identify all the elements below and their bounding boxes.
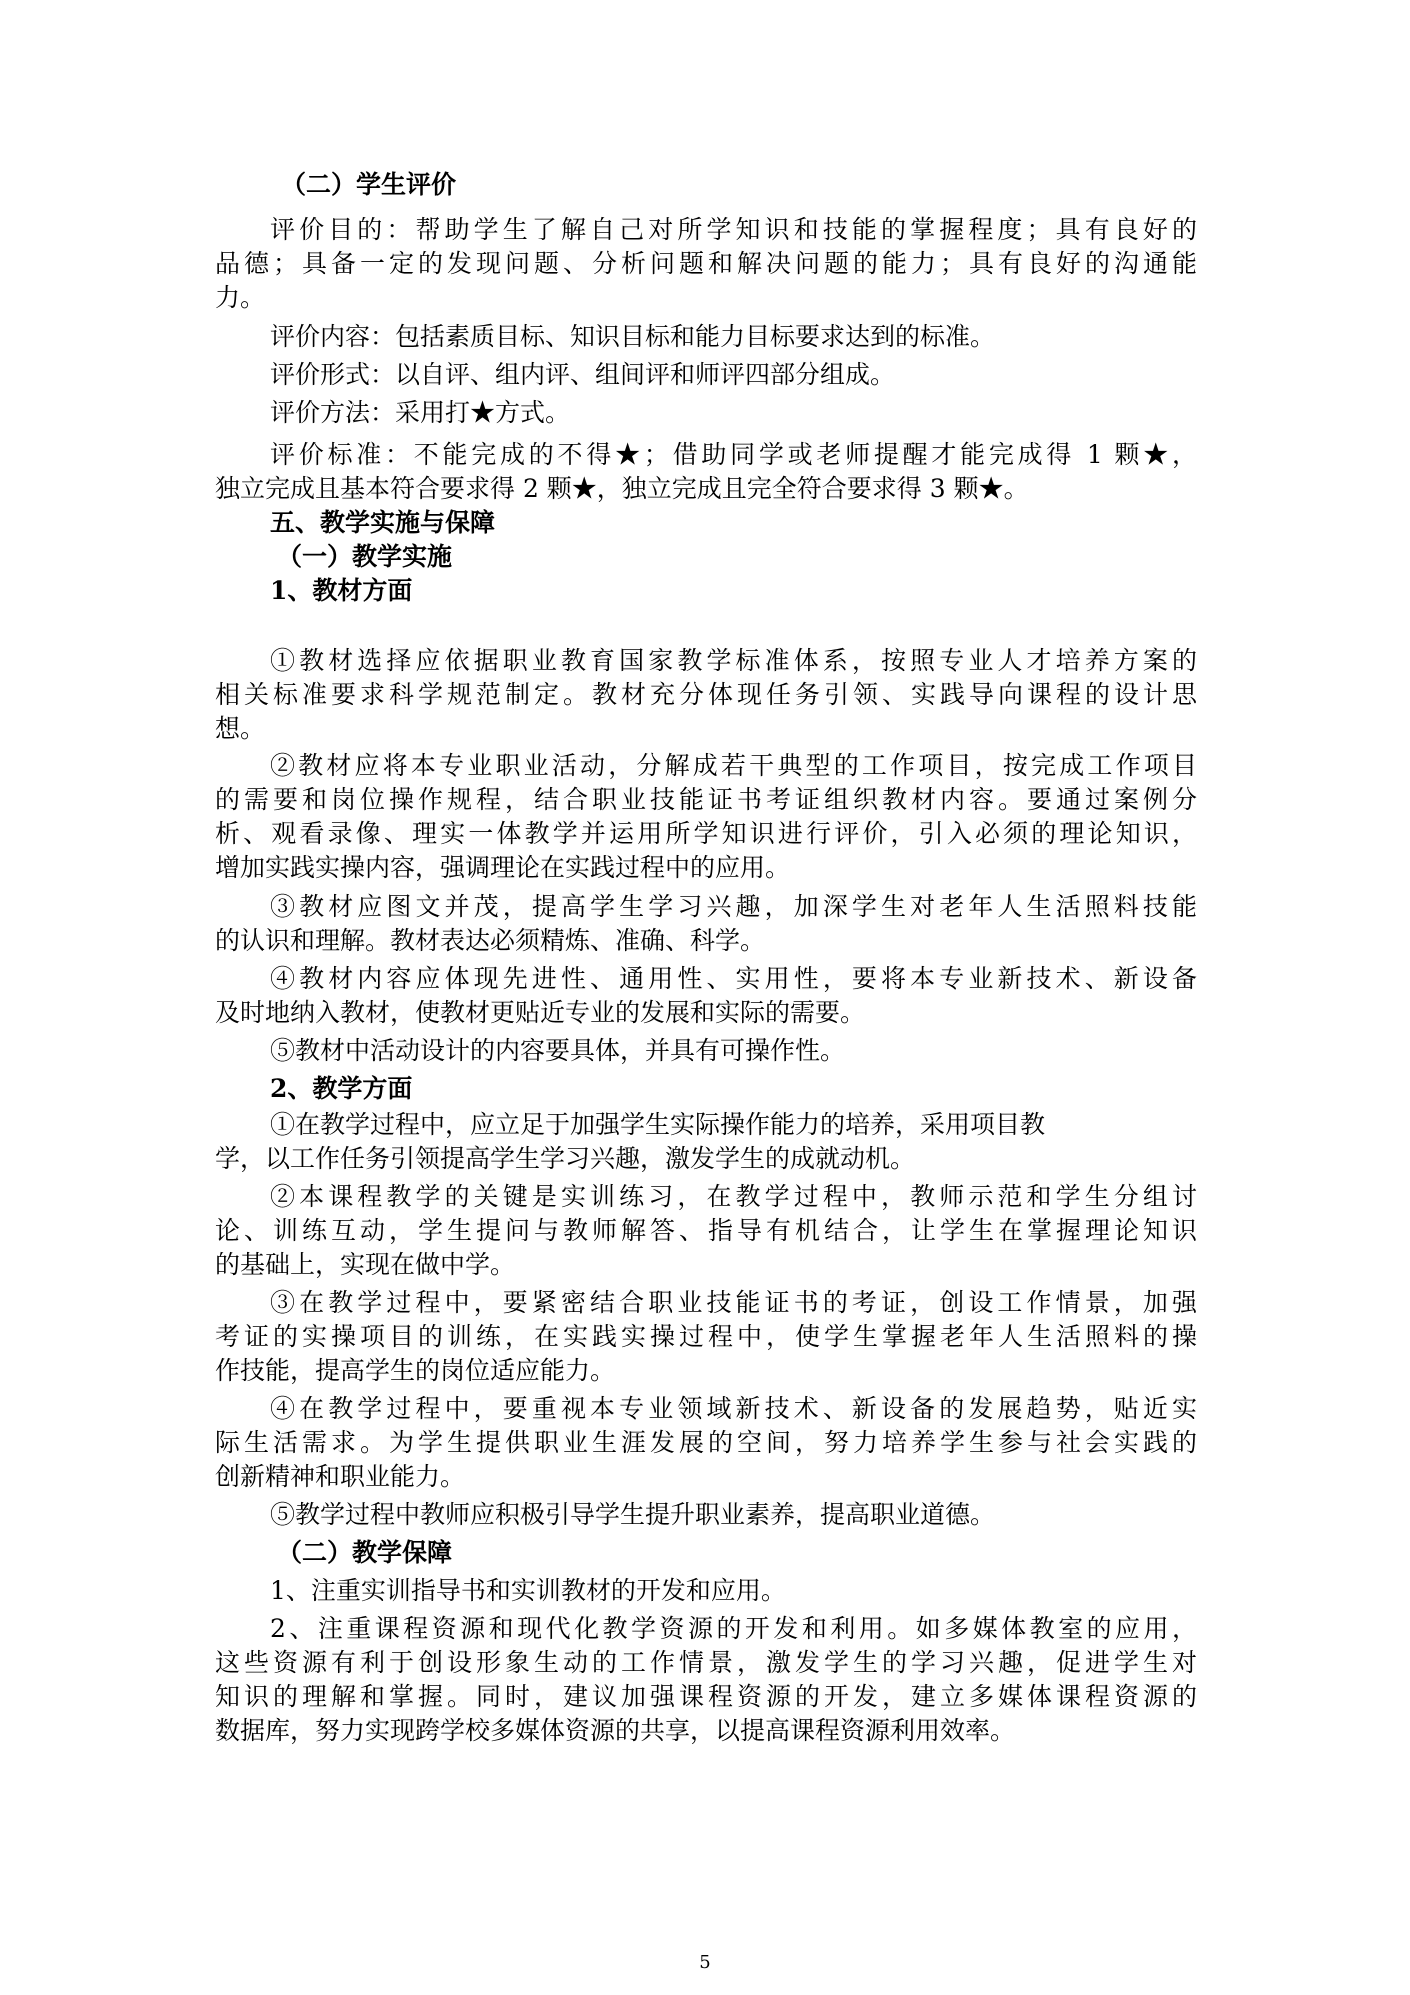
eval-purpose-line3: 力。 — [215, 283, 266, 312]
eval-standard-line1: 评价标准：不能完成的不得★；借助同学或老师提醒才能完成得 1 颗★， — [270, 440, 1197, 469]
section-heading-text: 五、教学实施与保障 — [270, 508, 496, 537]
eval-purpose-line2: 品德；具备一定的发现问题、分析问题和解决问题的能力；具有良好的沟通能 — [215, 249, 1197, 278]
teaching-p1-line1: ①在教学过程中，应立足于加强学生实际操作能力的培养，采用项目教 — [270, 1110, 1046, 1139]
materials-p3-line1: ③教材应图文并茂，提高学生学习兴趣，加深学生对老年人生活照料技能 — [270, 892, 1197, 921]
teaching-p2-line1: ②本课程教学的关键是实训练习，在教学过程中，教师示范和学生分组讨 — [270, 1182, 1197, 1211]
teaching-p5: ⑤教学过程中教师应积极引导学生提升职业素养，提高职业道德。 — [270, 1500, 996, 1529]
materials-p3-line2: 的认识和理解。教材表达必须精炼、准确、科学。 — [215, 926, 766, 955]
materials-heading: 1、教材方面 — [270, 576, 413, 605]
guarantee-p2-line3: 知识的理解和掌握。同时，建议加强课程资源的开发，建立多媒体课程资源的 — [215, 1682, 1197, 1711]
materials-p1-line1: ①教材选择应依据职业教育国家教学标准体系，按照专业人才培养方案的 — [270, 646, 1197, 675]
subsection-teaching-guarantee: （二）教学保障 — [277, 1538, 453, 1567]
materials-p2-line2: 的需要和岗位操作规程，结合职业技能证书考证组织教材内容。要通过案例分 — [215, 785, 1197, 814]
guarantee-p1: 1、注重实训指导书和实训教材的开发和应用。 — [270, 1576, 786, 1605]
materials-p2-line3: 析、观看录像、理实一体教学并运用所学知识进行评价，引入必须的理论知识， — [215, 819, 1197, 848]
guarantee-p2-line2: 这些资源有利于创设形象生动的工作情景，激发学生的学习兴趣，促进学生对 — [215, 1648, 1197, 1677]
teaching-p3-line3: 作技能，提高学生的岗位适应能力。 — [215, 1356, 616, 1385]
materials-p2-line4: 增加实践实操内容，强调理论在实践过程中的应用。 — [215, 853, 791, 882]
guarantee-p2-line4: 数据库，努力实现跨学校多媒体资源的共享，以提高课程资源利用效率。 — [215, 1716, 1016, 1745]
subsection-teaching-implementation: （一）教学实施 — [277, 542, 453, 571]
teaching-p4-line2: 际生活需求。为学生提供职业生涯发展的空间，努力培养学生参与社会实践的 — [215, 1428, 1197, 1457]
materials-p1-line2: 相关标准要求科学规范制定。教材充分体现任务引领、实践导向课程的设计思 — [215, 680, 1197, 709]
teaching-heading: 2、教学方面 — [270, 1074, 413, 1103]
materials-p2-line1: ②教材应将本专业职业活动，分解成若干典型的工作项目，按完成工作项目 — [270, 751, 1197, 780]
page-number: 5 — [699, 1952, 711, 1973]
teaching-p4-line1: ④在教学过程中，要重视本专业领域新技术、新设备的发展趋势，贴近实 — [270, 1394, 1197, 1423]
eval-method: 评价方法：采用打★方式。 — [270, 398, 571, 427]
teaching-p2-line3: 的基础上，实现在做中学。 — [215, 1250, 516, 1279]
teaching-p3-line1: ③在教学过程中，要紧密结合职业技能证书的考证，创设工作情景，加强 — [270, 1288, 1197, 1317]
materials-p4-line1: ④教材内容应体现先进性、通用性、实用性，要将本专业新技术、新设备 — [270, 964, 1197, 993]
materials-p4-line2: 及时地纳入教材，使教材更贴近专业的发展和实际的需要。 — [215, 998, 866, 1027]
teaching-p2-line2: 论、训练互动，学生提问与教师解答、指导有机结合，让学生在掌握理论知识 — [215, 1216, 1197, 1245]
teaching-p4-line3: 创新精神和职业能力。 — [215, 1462, 466, 1491]
materials-p1-line3: 想。 — [215, 714, 266, 743]
eval-content: 评价内容：包括素质目标、知识目标和能力目标要求达到的标准。 — [270, 322, 996, 351]
eval-purpose-line1: 评价目的：帮助学生了解自己对所学知识和技能的掌握程度；具有良好的 — [270, 215, 1197, 244]
teaching-p3-line2: 考证的实操项目的训练，在实践实操过程中，使学生掌握老年人生活照料的操 — [215, 1322, 1197, 1351]
materials-p5: ⑤教材中活动设计的内容要具体，并具有可操作性。 — [270, 1036, 846, 1065]
teaching-p1-line2: 学，以工作任务引领提高学生学习兴趣，激发学生的成就动机。 — [215, 1144, 916, 1173]
guarantee-p2-line1: 2、注重课程资源和现代化教学资源的开发和利用。如多媒体教室的应用， — [270, 1614, 1197, 1643]
eval-form: 评价形式：以自评、组内评、组间评和师评四部分组成。 — [270, 360, 896, 389]
student-eval-heading: （二）学生评价 — [281, 170, 457, 199]
section-heading — [270, 506, 495, 540]
eval-standard-line2: 独立完成且基本符合要求得 2 颗★，独立完成且完全符合要求得 3 颗★。 — [215, 474, 1029, 503]
